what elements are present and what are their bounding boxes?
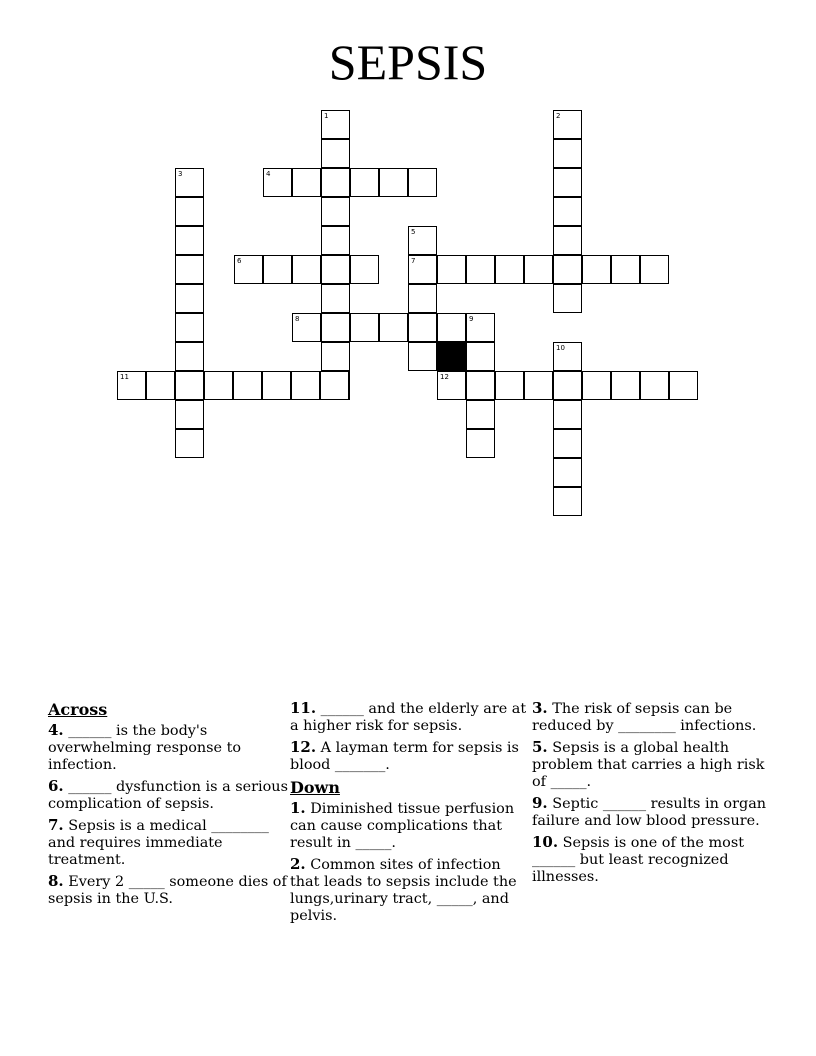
crossword-cell[interactable] [408,168,437,197]
clue-number: 12 [440,373,449,381]
across-clues-list-continued [290,700,530,774]
crossword-cell[interactable] [350,168,379,197]
crossword-cell[interactable] [117,371,146,400]
crossword-cell[interactable] [175,371,204,400]
crossword-cell[interactable] [408,226,437,255]
clue-item-number: 10. [532,833,559,851]
clue-item [290,800,530,852]
down-clues-list [290,800,530,925]
clue-item-number: 6. [48,777,64,795]
crossword-cell[interactable] [175,197,204,226]
crossword-cell[interactable] [437,255,466,284]
crossword-cell[interactable] [437,313,466,342]
crossword-cell[interactable] [495,371,524,400]
crossword-cell[interactable] [292,168,321,197]
clue-item-number: 8. [48,872,64,890]
clue-item-text: Sepsis is a global health problem that carries a high risk of _____. [532,740,765,790]
crossword-cell[interactable] [292,255,321,284]
crossword-block [437,342,466,371]
clue-item-number: 2. [290,855,306,873]
crossword-cell[interactable] [263,168,292,197]
crossword-cell[interactable] [466,313,495,342]
crossword-cell[interactable] [466,371,495,400]
clue-item-text: Every 2 _____ someone dies of sepsis in the U.S. [48,874,287,907]
crossword-cell[interactable] [204,371,233,400]
clue-number: 2 [556,112,561,120]
clue-item-number: 1. [290,799,306,817]
crossword-cell[interactable] [437,371,466,400]
clue-item-number: 3. [532,699,548,717]
clue-number: 5 [411,228,416,236]
clue-item-number: 9. [532,794,548,812]
crossword-cell[interactable] [553,226,582,255]
clue-number: 9 [469,315,474,323]
down-clues-list-continued [532,700,772,886]
crossword-cell[interactable] [234,255,263,284]
crossword-cell[interactable] [291,371,320,400]
crossword-cell[interactable] [175,255,204,284]
clue-item [532,834,772,886]
clue-number: 3 [178,170,183,178]
clue-item-text: Septic ______ results in organ failure and low blood pressure. [532,796,767,829]
clues-column-2 [290,700,530,929]
crossword-cell[interactable] [553,197,582,226]
crossword-cell[interactable] [553,429,582,458]
crossword-cell[interactable] [553,487,582,516]
crossword-cell[interactable] [292,313,321,342]
crossword-cell[interactable] [175,429,204,458]
crossword-cell[interactable] [175,342,204,371]
clue-number: 7 [411,257,416,265]
clue-item [290,856,530,925]
clue-item [532,700,772,735]
clues-column-3 [532,700,772,890]
clue-item-text: Sepsis is a medical ________ and requires immediate treatment. [48,818,269,868]
crossword-cell[interactable] [233,371,262,400]
crossword-cell[interactable] [175,226,204,255]
clue-item [48,817,288,869]
crossword-cell[interactable] [524,371,553,400]
crossword-cell[interactable] [553,342,582,371]
clue-number: 6 [237,257,242,265]
clue-item-number: 12. [290,738,317,756]
crossword-cell[interactable] [553,168,582,197]
clue-item-number: 5. [532,738,548,756]
crossword-cell[interactable] [146,371,175,400]
crossword-cell[interactable] [321,197,350,226]
crossword-cell[interactable] [320,371,349,400]
crossword-cell[interactable] [466,429,495,458]
crossword-cell[interactable] [350,313,379,342]
crossword-cell[interactable] [408,284,437,313]
clue-number: 1 [324,112,329,120]
clue-item-text: Diminished tissue perfusion can cause complications that result in _____. [290,801,515,851]
crossword-cell[interactable] [408,255,437,284]
clue-item-text: ______ and the elderly are at a higher risk for sepsis. [290,701,527,734]
crossword-cell[interactable] [321,342,350,371]
crossword-cell[interactable] [408,313,437,342]
crossword-cell[interactable] [321,139,350,168]
clue-number: 4 [266,170,271,178]
crossword-cell[interactable] [321,284,350,313]
clue-item [48,778,288,813]
clue-item [290,739,530,774]
crossword-cell[interactable] [321,313,350,342]
clue-item-text: Common sites of infection that leads to sepsis include the lungs,urinary tract, _____, and pelvis. [290,857,517,924]
crossword-cell[interactable] [350,255,379,284]
clue-number: 10 [556,344,565,352]
crossword-cell[interactable] [611,371,640,400]
clue-item [290,700,530,735]
page-title: SEPSIS [328,34,488,90]
crossword-cell[interactable] [640,371,669,400]
crossword-cell[interactable] [321,110,350,139]
crossword-cell[interactable] [495,255,524,284]
clue-item [48,873,288,908]
crossword-cell[interactable] [553,284,582,313]
crossword-cell[interactable] [175,400,204,429]
down-heading: Down [290,778,340,797]
clue-item-text: The risk of sepsis can be reduced by ________ infections. [532,701,757,734]
crossword-cell[interactable] [553,255,582,284]
crossword-cell[interactable] [553,139,582,168]
crossword-cell[interactable] [640,255,669,284]
crossword-cell[interactable] [466,400,495,429]
crossword-cell[interactable] [263,255,292,284]
crossword-cell[interactable] [379,168,408,197]
clue-item [532,739,772,791]
crossword-cell[interactable] [175,313,204,342]
crossword-cell[interactable] [582,255,611,284]
clue-item [48,722,288,774]
crossword-cell[interactable] [553,110,582,139]
crossword-cell[interactable] [175,284,204,313]
crossword-cell[interactable] [321,226,350,255]
clue-item-number: 11. [290,699,317,717]
crossword-cell[interactable] [408,342,437,371]
clue-item-text: A layman term for sepsis is blood _______. [290,740,519,773]
crossword-cell[interactable] [262,371,291,400]
crossword-cell[interactable] [553,458,582,487]
across-heading: Across [48,700,108,719]
crossword-cell[interactable] [524,255,553,284]
crossword-cell[interactable] [175,168,204,197]
clue-item-text: Sepsis is one of the most ______ but least recognized illnesses. [532,835,744,885]
clues-column-1 [48,700,288,912]
across-clues-list [48,722,288,908]
crossword-cell[interactable] [379,313,408,342]
crossword-cell[interactable] [321,255,350,284]
crossword-cell[interactable] [611,255,640,284]
clue-item [532,795,772,830]
clue-number: 8 [295,315,300,323]
clue-item-text: ______ is the body's overwhelming response to infection. [48,723,242,773]
crossword-cell[interactable] [321,168,350,197]
crossword-cell[interactable] [553,371,582,400]
clue-item-text: ______ dysfunction is a serious complication of sepsis. [48,779,288,812]
crossword-cell[interactable] [466,255,495,284]
clue-item-number: 7. [48,816,64,834]
clue-number: 11 [120,373,129,381]
crossword-cell[interactable] [553,400,582,429]
crossword-cell[interactable] [466,342,495,371]
crossword-cell[interactable] [582,371,611,400]
crossword-cell[interactable] [669,371,698,400]
clue-item-number: 4. [48,721,64,739]
